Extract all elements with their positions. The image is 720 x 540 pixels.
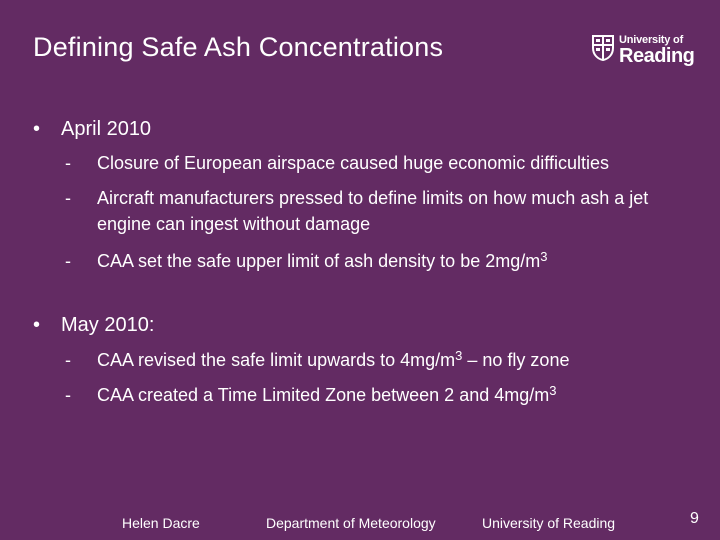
sub-bullet-text <box>97 248 687 274</box>
university-logo <box>592 34 695 67</box>
superscript: 3 <box>540 249 548 264</box>
sub-bullet-text <box>97 347 687 373</box>
superscript: 3 <box>455 348 463 363</box>
sub-dash: - <box>65 251 71 271</box>
sub-bullet-main: CAA set the safe upper limit of ash density to be 2mg/m <box>97 251 541 271</box>
sub-dash: - <box>65 188 71 208</box>
bullet-dot: • <box>33 118 41 140</box>
sub-bullet-text: Aircraft manufacturers pressed to define limits on how much ash a jet engine can ingest without damage <box>97 188 649 234</box>
logo-line2: Reading <box>619 45 695 67</box>
footer-department: Department of Meteorology <box>266 515 436 531</box>
bullet-label: April 2010 <box>61 118 152 140</box>
bullet-dot: • <box>33 314 41 336</box>
sub-bullet-after: – no fly zone <box>462 350 570 370</box>
bullet-label: May 2010: <box>61 314 155 336</box>
page-number: 9 <box>690 510 699 527</box>
university-crest-icon <box>592 35 614 61</box>
footer-institution: University of Reading <box>482 515 616 531</box>
sub-bullet-text <box>97 382 687 408</box>
sub-dash: - <box>65 153 71 173</box>
sub-dash: - <box>65 350 71 370</box>
logo-line1: University of <box>619 34 684 46</box>
footer-author: Helen Dacre <box>122 515 200 531</box>
superscript: 3 <box>549 383 557 398</box>
sub-bullet-main: CAA revised the safe limit upwards to 4mg/m <box>97 350 456 370</box>
sub-bullet-text: Closure of European airspace caused huge economic difficulties <box>97 153 609 173</box>
sub-dash: - <box>65 385 71 405</box>
slide-title: Defining Safe Ash Concentrations <box>33 32 444 62</box>
sub-bullet-main: CAA created a Time Limited Zone between 2 and 4mg/m <box>97 385 550 405</box>
